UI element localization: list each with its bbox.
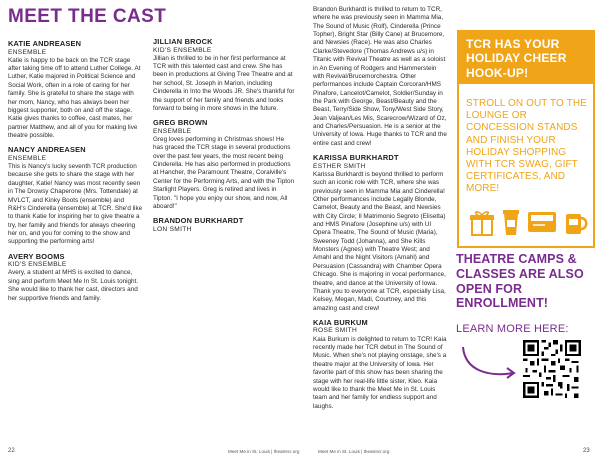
cast-entry [313, 319, 449, 411]
cast-name: KAIA BURKUM [313, 317, 368, 327]
cast-entry [8, 40, 143, 140]
qr-code-icon[interactable] [523, 340, 581, 398]
mug-icon [563, 209, 589, 237]
promo-body: STROLL ON OUT TO THE LOUNGE OR CONCESSION STANDS AND FINISH YOUR HOLIDAY SHOPPING WITH TCR SWAG, GIFT CERTIFICATES, AND MORE! [466, 98, 587, 195]
cast-bio: Brandon Burkhardt is thrilled to return to TCR, where he was previously seen in Mamma Mia, The Sound of Music (Rolf), Cinderella (Prince Topher), Bright Star (Billy Cane) at Brucemore, and Newsies (Race). He was also Charles Clarke/Stevedore (Thomas Andrews u/s) in Titanic with Revival Theatre as well as a soloist in An Evening of Rodgers and Hammerstein with Revival/Brucemorchestra. Other performances include Captain Corcoran/HMS Pinafore, Lancelot/Camelot, Soldier/Sunday in the Park with George, Beast/Beauty and the Beast, Terry/Side Show, Tony/West Side Story, Jean Valjean/Les Mis, Scarecrow/Wizard of Oz, and Charles/Persuasion. He is a senior at the University of Iowa. Huge thanks to TCR and the entire cast and crew! [313, 6, 447, 147]
cast-entry [153, 38, 295, 113]
cast-role: ENSEMBLE [153, 127, 192, 135]
cast-name: NANCY ANDREASEN [8, 145, 86, 155]
cast-role: KID'S ENSEMBLE [8, 261, 67, 269]
cast-column-1 [8, 40, 143, 309]
cast-bio: This is Nancy's lucky seventh TCR production because she gets to share the stage with her daughter, Katie! Nancy was most recently seen in The Drowsy Chaperone (Mrs. Tottendale) at MVLCT, and Kinky Boots (ensemble) and R&H's Cinderella (ensemble) at TCR. She'd like to thank Katie for inspiring her to give theatre a try, her family and friends for always cheering her on, and you for coming to the show and supporting the performing arts! [8, 163, 143, 246]
cast-column-3 [313, 6, 449, 417]
cast-entry [8, 253, 143, 303]
curved-arrow-icon [459, 343, 519, 383]
page-title: MEET THE CAST [8, 6, 167, 27]
cast-name: GREG BROWN [153, 118, 208, 128]
holiday-promo-box [457, 30, 595, 248]
cast-name: KATIE ANDREASEN [8, 39, 82, 48]
cast-name: BRANDON BURKHARDT [153, 216, 244, 226]
cast-entry [153, 119, 295, 211]
cast-bio: Avery, a student at MHS is excited to dance, sing and perform Meet Me In St. Louis tonight. She would like to thank her cast, directors and her supportive friends and family. [8, 269, 139, 302]
page-number-right: 23 [583, 448, 590, 454]
cast-entry [313, 154, 449, 313]
cast-bio: Katie is happy to be back on the TCR stage after taking time off to attend Luther College. At Luther, Katie majored in Political Science and Social Work, often in a role of caring for her family. She is grateful to share the stage with her mom, Nancy, who has always been her biggest supporter, both on and off the stage. Katie gives thanks to coffee, cast mates, her partner Matthew, and all of you for making live theatre possible. [8, 56, 141, 139]
cast-role: LON SMITH [153, 225, 192, 233]
cast-entry [153, 217, 295, 234]
promo-heading: TCR HAS YOUR HOLIDAY CHEER HOOK-UP! [459, 32, 593, 84]
cup-icon [501, 207, 521, 237]
cast-name: JILLIAN BROCK [153, 37, 213, 46]
cast-bio: Greg loves performing in Christmas shows! He has graced the TCR stage in several productions over the past few years, the most recent being Cinderella. He has also performed in productions at Hancher, the Paramount Theatre, Coralville's Center for the Performing Arts, and with the Tipton Starlight Players. Greg is retired and lives in Tipton. "I hope you enjoy our show, and now, All aboard!" [153, 136, 295, 210]
learn-more-text[interactable]: LEARN MORE HERE: [456, 323, 569, 335]
gift-icon [469, 209, 495, 237]
cast-column-2 [153, 38, 295, 236]
cast-role: KID'S ENSEMBLE [153, 46, 212, 54]
promo-icons [465, 205, 587, 239]
cast-entry [8, 146, 143, 246]
gift-card-icon [527, 211, 557, 235]
cast-name: AVERY BOOMS [8, 251, 65, 261]
footer-right: Meet Me in St. Louis | theatrecr.org [318, 449, 390, 454]
cast-role: ROSE SMITH [313, 327, 358, 335]
cast-role: ESTHER SMITH [313, 162, 366, 170]
footer-left: Meet Me in St. Louis | theatrecr.org [228, 449, 300, 454]
cast-bio: Karissa Burkhardt is beyond thrilled to perform such an iconic role with TCR, where she was previously seen in Mamma Mia and Cinderella! Other performances include Legally Blonde, Camelot, Beauty and the Beast, and Newsies with City Circle; Il Matrimonio Segreto (Elisetta) and HMS Pinafore (Josephine u/s) with UI Opera Theatre, The Sound of Music (Maria), Sweeney Todd (Johanna), and She Kills Monsters (Agnes) with Theatre West; and Amahl and the Night Visitors (Amahl) and Persuasion (Cassandra) with Chamber Opera Chicago. She is majoring in vocal performance, theatre, and dance at the University of Iowa. Thank you to everyone at TCR, especially Lisa, Kelsey, Megan, Madi, Courtney, and this amazing cast and crew! [313, 170, 446, 312]
cast-bio: Kaia Burkum is delighted to return to TCR! Kaia recently made her TCR debut in The Sound of Music. When she's not playing onstage, she's a theatre major at the University of Iowa. Her favorite part of this show has been sharing the stage with her real-life little sister, Kleo. Kaia would like to thank the Meet Me in St. Louis team and her family for endless support and laughs. [313, 335, 447, 410]
cast-role: ENSEMBLE [8, 48, 47, 56]
cast-name: KARISSA BURKHARDT [313, 153, 399, 163]
cast-role: ENSEMBLE [8, 154, 47, 162]
cast-bio: Jillian is thrilled to be in her first performance at TCR with this talented cast and crew. She has been in productions at Giving Tree Theatre and at her school, St. Joseph in Marion, including Cinderella in Into the Woods JR. She's thankful for the support of her family and friends and looks forward to being in more shows in the future. [153, 54, 295, 112]
page-number-left: 22 [8, 448, 15, 454]
camps-heading: THEATRE CAMPS & CLASSES ARE ALSO OPEN FOR ENROLLMENT! [456, 252, 584, 311]
